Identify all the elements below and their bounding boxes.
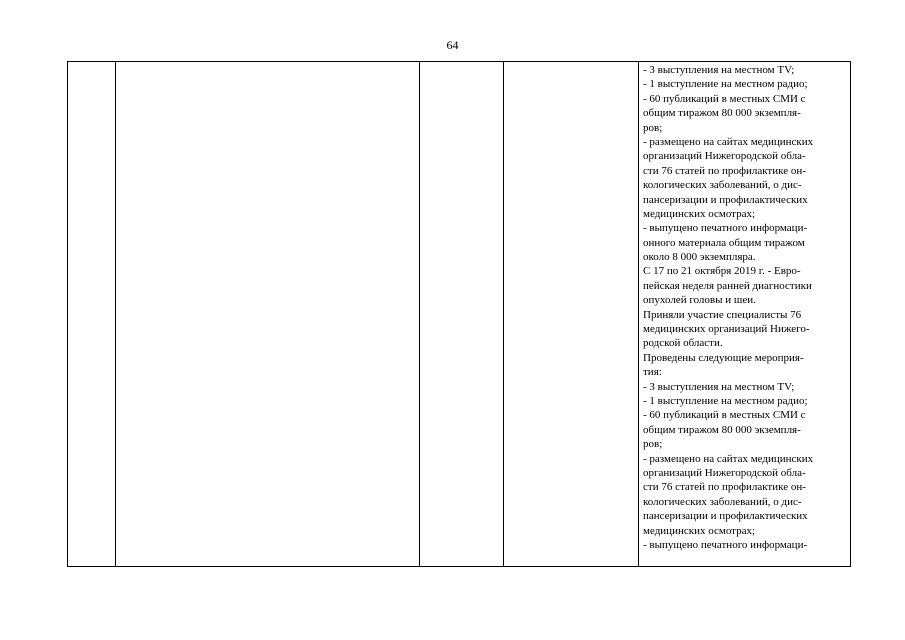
table-cell-number	[68, 62, 116, 567]
results-line: - 1 выступление на местном радио;	[643, 78, 808, 91]
results-line: медицинских организаций Нижего-	[643, 323, 810, 336]
results-line: С 17 по 21 октября 2019 г. - Евро-	[643, 265, 801, 278]
results-line: пансеризации и профилактических	[643, 193, 808, 206]
results-line: общим тиражом 80 000 экземпля-	[643, 423, 801, 436]
results-line: - размещено на сайтах медицинских	[643, 135, 814, 148]
results-line: - 3 выступления на местном TV;	[643, 64, 795, 76]
results-line: - выпущено печатного информаци-	[643, 538, 808, 551]
results-line: сти 76 статей по профилактике он-	[643, 164, 806, 177]
results-line: тия:	[643, 366, 662, 379]
results-line: ров;	[643, 121, 663, 134]
table-cell-deadline	[420, 62, 504, 567]
results-line: онного материала общим тиражом	[643, 236, 805, 249]
results-line: ров;	[643, 438, 663, 451]
results-line: около 8 000 экземпляра.	[643, 251, 756, 264]
results-line: общим тиражом 80 000 экземпля-	[643, 107, 801, 120]
results-line: - размещено на сайтах медицинских	[643, 452, 814, 465]
results-line: опухолей головы и шеи.	[643, 294, 756, 307]
results-line: - выпущено печатного информаци-	[643, 222, 808, 235]
results-line: пейская неделя ранней диагностики	[643, 279, 812, 292]
table-cell-event	[116, 62, 420, 567]
table-cell-results	[639, 62, 851, 567]
results-line: сти 76 статей по профилактике он-	[643, 481, 806, 494]
page-number: 64	[446, 38, 459, 52]
results-line: - 1 выступление на местном радио;	[643, 394, 808, 407]
results-line: кологических заболеваний, о дис-	[643, 495, 802, 508]
results-line: организаций Нижегородской обла-	[643, 150, 806, 163]
results-line: Приняли участие специалисты 76	[643, 308, 802, 321]
results-line: - 60 публикаций в местных СМИ с	[643, 92, 806, 105]
results-text	[639, 62, 850, 552]
results-line: - 3 выступления на местном TV;	[643, 380, 795, 393]
results-line: - 60 публикаций в местных СМИ с	[643, 409, 806, 422]
results-line: пансеризации и профилактических	[643, 510, 808, 523]
table-row	[68, 62, 851, 567]
report-table	[67, 61, 851, 567]
table-cell-responsible	[504, 62, 639, 567]
results-line: организаций Нижегородской обла-	[643, 466, 806, 479]
results-line: Проведены следующие мероприя-	[643, 351, 804, 364]
results-line: медицинских осмотрах;	[643, 207, 756, 220]
results-line: кологических заболеваний, о дис-	[643, 179, 802, 192]
results-line: медицинских осмотрах;	[643, 524, 756, 537]
results-line: родской области.	[643, 337, 723, 350]
